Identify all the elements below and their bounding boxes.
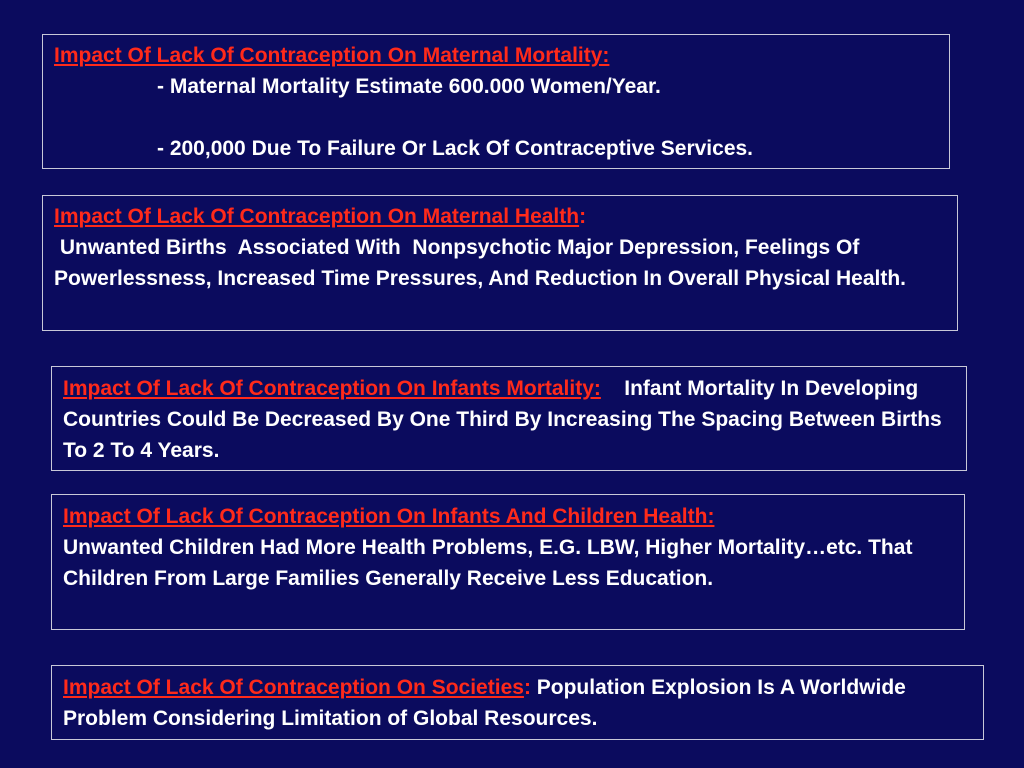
- maternal-mortality-bullet-2: - 200,000 Due To Failure Or Lack Of Contraceptive Services.: [157, 137, 754, 160]
- societies-colon: :: [523, 676, 531, 699]
- maternal-mortality-bullet-1: - Maternal Mortality Estimate 600.000 Women/Year.: [157, 75, 661, 98]
- blank-line: [54, 102, 939, 133]
- infants-mortality-body: Infant Mortality In Developing Countries Could Be Decreased By One Third By Increasing The Spacing Between Births To 2 To 4 Years.: [63, 377, 948, 462]
- maternal-mortality-box: [42, 34, 950, 169]
- maternal-mortality-heading: Impact Of Lack Of Contraception On Maternal Mortality:: [54, 44, 610, 67]
- maternal-health-body: Unwanted Births Associated With Nonpsychotic Major Depression, Feelings Of Powerlessness, Increased Time Pressures, And Reduction In Overall Physical Health.: [54, 236, 907, 290]
- maternal-health-colon: :: [579, 205, 587, 228]
- infants-children-health-heading: Impact Of Lack Of Contraception On Infants And Children Health:: [63, 505, 715, 528]
- societies-body: Population Explosion Is A Worldwide Problem Considering Limitation of Global Resources.: [63, 676, 912, 730]
- societies-box: [51, 665, 984, 740]
- infants-children-health-body: Unwanted Children Had More Health Problems, E.G. LBW, Higher Mortality…etc. That Children From Large Families Generally Receive Less Education.: [63, 536, 913, 590]
- societies-heading: Impact Of Lack Of Contraception On Societies: [63, 676, 524, 699]
- maternal-health-heading: Impact Of Lack Of Contraception On Maternal Health: [54, 205, 580, 228]
- infants-mortality-box: [51, 366, 967, 471]
- infants-children-health-box: [51, 494, 965, 630]
- maternal-health-box: [42, 195, 958, 331]
- infants-mortality-heading: Impact Of Lack Of Contraception On Infants Mortality:: [63, 377, 601, 400]
